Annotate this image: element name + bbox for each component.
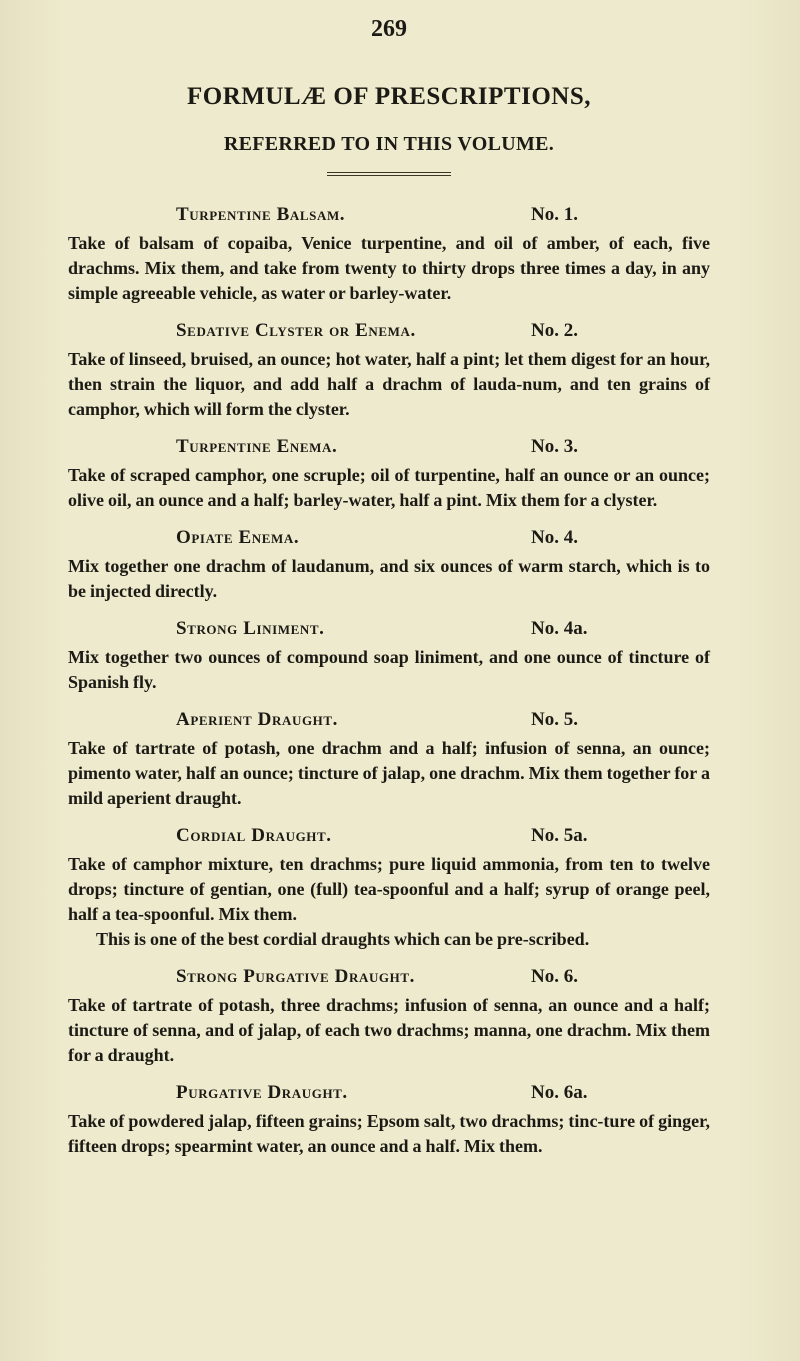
recipe bbox=[68, 616, 710, 695]
double-rule-divider bbox=[327, 172, 451, 176]
recipe-heading bbox=[68, 964, 710, 990]
recipe-heading bbox=[68, 1080, 710, 1106]
recipe-name: Opiate Enema. bbox=[176, 527, 300, 548]
recipe-name: Strong Liniment. bbox=[176, 618, 325, 639]
recipe-heading bbox=[68, 525, 710, 551]
recipe-name: Turpentine Balsam. bbox=[176, 204, 346, 225]
recipe-name: Sedative Clyster or Enema. bbox=[176, 320, 416, 341]
recipe-text: Mix together two ounces of compound soap liniment, and one ounce of tincture of Spanish fly. bbox=[68, 647, 710, 692]
recipe-heading bbox=[68, 202, 710, 228]
recipe-text: Take of linseed, bruised, an ounce; hot water, half a pint; let them digest for an hour, then strain the liquor, and add half a drachm of lauda-num, and ten grains of camphor, which will form the clyster. bbox=[68, 349, 710, 419]
recipe bbox=[68, 964, 710, 1068]
recipe-number: No. 6a. bbox=[531, 1082, 588, 1103]
recipe-name: Cordial Draught. bbox=[176, 825, 332, 846]
recipe-text: Take of camphor mixture, ten drachms; pure liquid ammonia, from ten to twelve drops; tincture of gentian, one (full) tea-spoonful and a half; syrup of orange peel, half a tea-spoonful. Mix them. This is one of the best cordial draughts which can be pre-scribed. bbox=[68, 852, 710, 952]
recipe-heading bbox=[68, 616, 710, 642]
recipe-heading bbox=[68, 823, 710, 849]
recipe-text: Take of balsam of copaiba, Venice turpentine, and oil of amber, of each, five drachms. Mix them, and take from twenty to thirty drops three times a day, in any simple agreeable vehicle, as water or barley-water. bbox=[68, 233, 710, 303]
page-number: 269 bbox=[371, 16, 407, 42]
recipe-number: No. 6. bbox=[531, 966, 578, 987]
recipe-number: No. 1. bbox=[531, 204, 578, 225]
recipe-text: Take of powdered jalap, fifteen grains; Epsom salt, two drachms; tinc-ture of ginger, fifteen drops; spearmint water, an ounce and a half. Mix them. bbox=[68, 1111, 710, 1156]
recipe-name: Aperient Draught. bbox=[176, 709, 338, 730]
recipe-heading bbox=[68, 434, 710, 460]
recipe-heading bbox=[68, 707, 710, 733]
page-subtitle: REFERRED TO IN THIS VOLUME. bbox=[223, 133, 555, 155]
recipe bbox=[68, 707, 710, 811]
recipe-number: No. 3. bbox=[531, 436, 578, 457]
recipe-name: Purgative Draught. bbox=[176, 1082, 348, 1103]
recipe-text: Take of tartrate of potash, three drachms; infusion of senna, an ounce and a half; tincture of senna, and of jalap, of each two drachms; manna, one drachm. Mix them for a draught. bbox=[68, 995, 710, 1065]
recipe-number: No. 2. bbox=[531, 320, 578, 341]
recipe-text: Take of tartrate of potash, one drachm and a half; infusion of senna, an ounce; pimento water, half an ounce; tincture of jalap, one drachm. Mix them together for a mild aperient draught. bbox=[68, 738, 710, 808]
recipe bbox=[68, 318, 710, 422]
recipe-name: Turpentine Enema. bbox=[176, 436, 338, 457]
recipe-number: No. 4. bbox=[531, 527, 578, 548]
recipe bbox=[68, 525, 710, 604]
recipe-number: No. 5. bbox=[531, 709, 578, 730]
recipe bbox=[68, 434, 710, 513]
recipe-number: No. 5a. bbox=[531, 825, 588, 846]
recipe-heading bbox=[68, 318, 710, 344]
recipe-note: This is one of the best cordial draughts which can be pre-scribed. bbox=[96, 929, 590, 949]
recipe-name: Strong Purgative Draught. bbox=[176, 966, 415, 987]
recipe-text: Mix together one drachm of laudanum, and six ounces of warm starch, which is to be injected directly. bbox=[68, 556, 710, 601]
recipe-number: No. 4a. bbox=[531, 618, 588, 639]
recipe bbox=[68, 202, 710, 306]
recipe-text: Take of scraped camphor, one scruple; oil of turpentine, half an ounce or an ounce; olive oil, an ounce and a half; barley-water, half a pint. Mix them for a clyster. bbox=[68, 465, 710, 510]
page-title: FORMULÆ OF PRESCRIPTIONS, bbox=[187, 83, 591, 110]
recipe bbox=[68, 823, 710, 952]
recipe bbox=[68, 1080, 710, 1159]
